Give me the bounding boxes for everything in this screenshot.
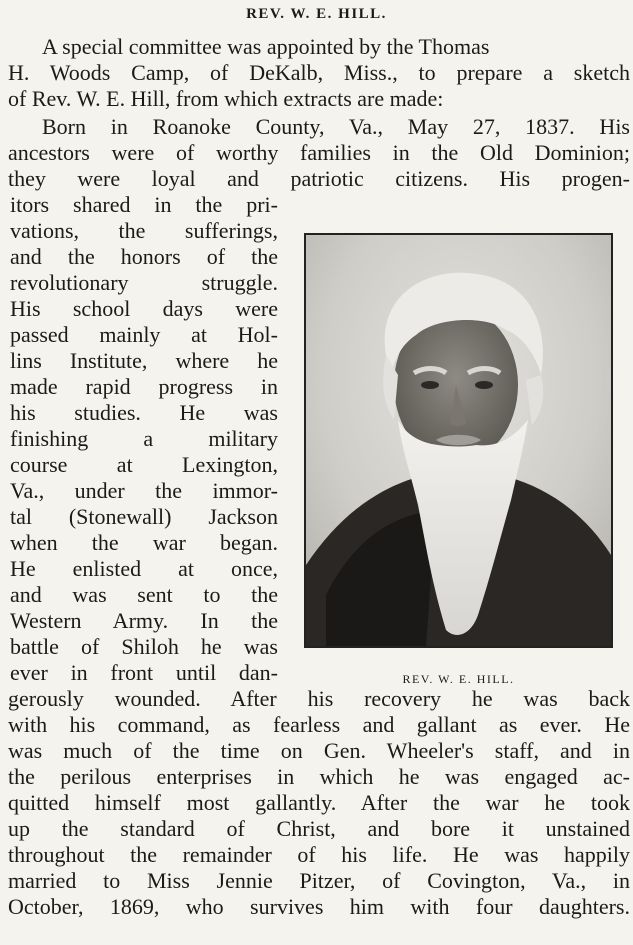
text-line: when the war began.: [10, 530, 278, 555]
page-heading: REV. W. E. HILL.: [246, 6, 387, 22]
text-line: tal (Stonewall) Jackson: [10, 504, 278, 529]
text-line: with his command, as fearless and gallant as ever. He: [8, 712, 630, 737]
text-line: passed mainly at Hol-: [10, 322, 278, 347]
portrait-photo: [304, 233, 613, 648]
text-line: A special committee was appointed by the Thomas: [42, 34, 490, 59]
text-line: made rapid progress in: [10, 374, 278, 399]
text-line: vations, the sufferings,: [10, 218, 278, 243]
text-line: itors shared in the pri-: [10, 192, 278, 217]
text-line: October, 1869, who survives him with four daughters.: [8, 894, 630, 919]
text-line: ever in front until dan-: [10, 660, 278, 685]
text-line: quitted himself most gallantly. After the war he took: [8, 790, 630, 815]
text-line: H. Woods Camp, of DeKalb, Miss., to prepare a sketch: [8, 60, 630, 85]
text-line: and was sent to the: [10, 582, 278, 607]
text-line: his studies. He was: [10, 400, 278, 425]
text-line: married to Miss Jennie Pitzer, of Covington, Va., in: [8, 868, 630, 893]
text-line: ancestors were of worthy families in the Old Dominion;: [8, 140, 630, 165]
text-line: of Rev. W. E. Hill, from which extracts are made:: [8, 86, 444, 111]
text-line: course at Lexington,: [10, 452, 278, 477]
text-line: lins Institute, where he: [10, 348, 278, 373]
text-line: and the honors of the: [10, 244, 278, 269]
text-line: Va., under the immor-: [10, 478, 278, 503]
text-line: battle of Shiloh he was: [10, 634, 278, 659]
text-line: they were loyal and patriotic citizens. His progen-: [8, 166, 630, 191]
text-line: Born in Roanoke County, Va., May 27, 1837. His: [42, 114, 630, 139]
text-line: Western Army. In the: [10, 608, 278, 633]
text-line: was much of the time on Gen. Wheeler's staff, and in: [8, 738, 630, 763]
text-line: the perilous enterprises in which he was engaged ac-: [8, 764, 630, 789]
text-line: He enlisted at once,: [10, 556, 278, 581]
text-line: His school days were: [10, 296, 278, 321]
portrait-caption: REV. W. E. HILL.: [402, 672, 515, 686]
text-line: finishing a military: [10, 426, 278, 451]
text-line: revolutionary struggle.: [10, 270, 278, 295]
text-line: gerously wounded. After his recovery he was back: [8, 686, 630, 711]
text-line: throughout the remainder of his life. He was happily: [8, 842, 630, 867]
text-line: up the standard of Christ, and bore it unstained: [8, 816, 630, 841]
